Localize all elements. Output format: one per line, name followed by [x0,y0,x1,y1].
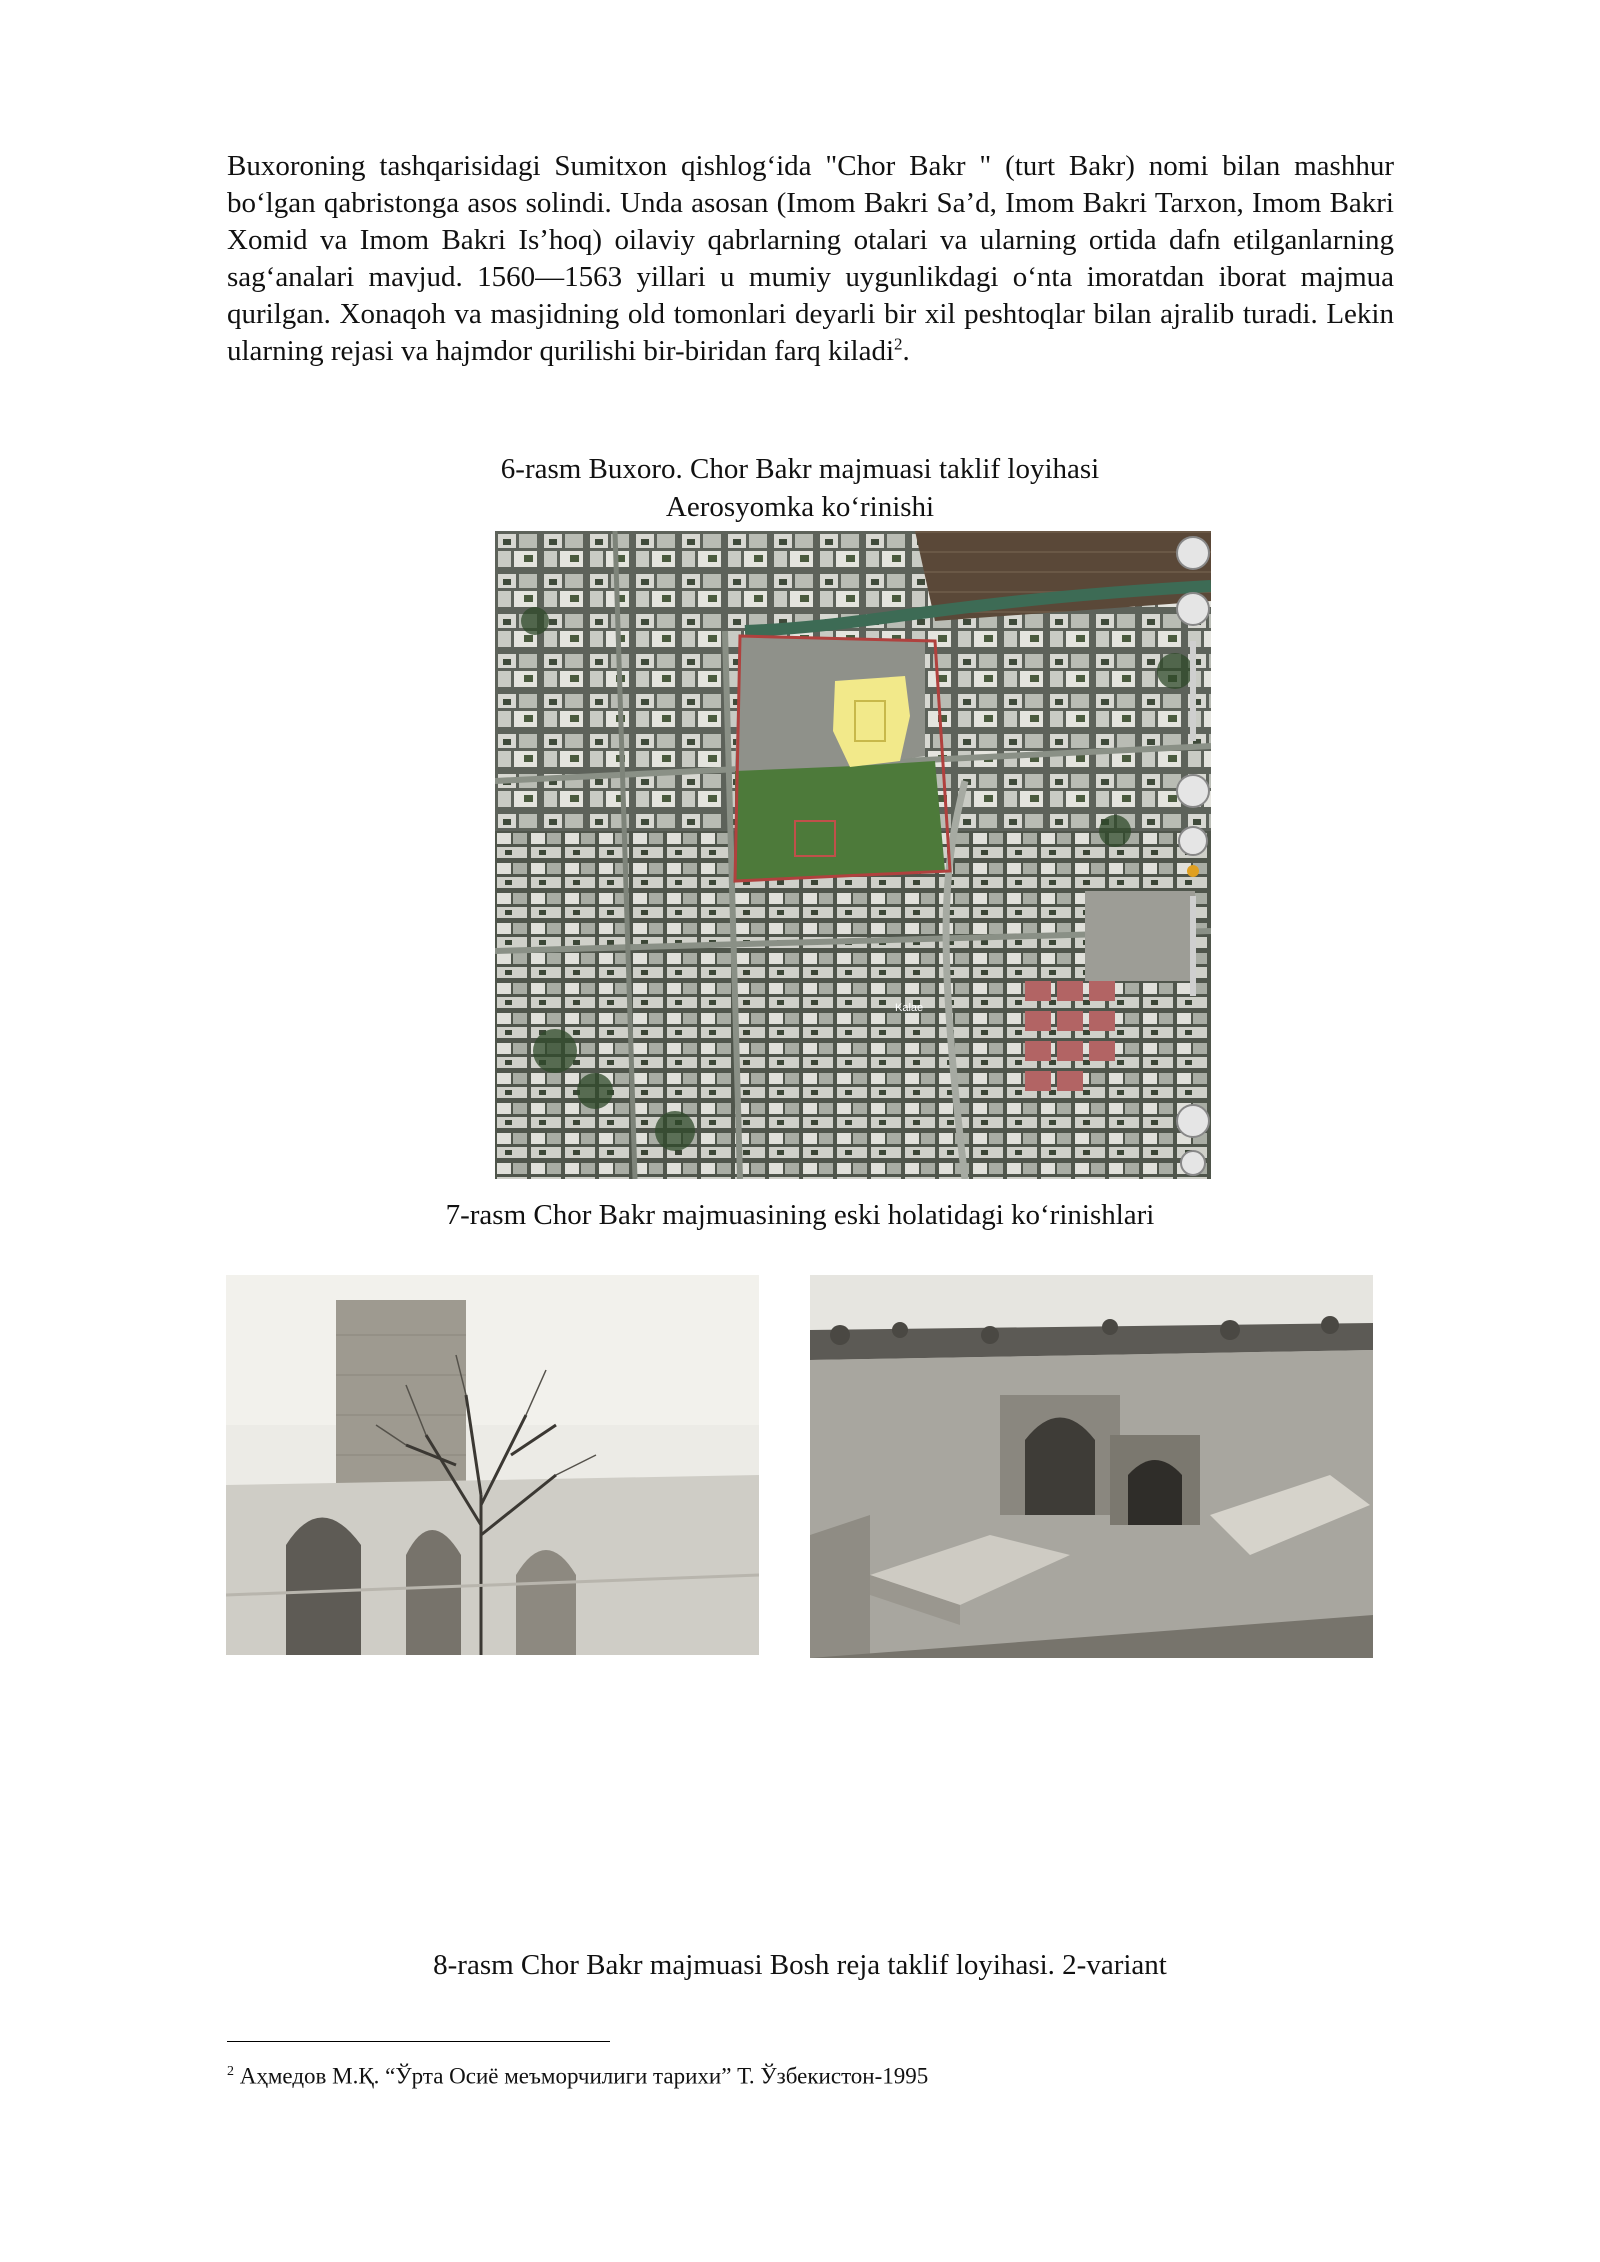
paragraph-end: . [902,335,910,367]
body-paragraph [227,148,1394,370]
compass-icon[interactable] [1177,537,1209,569]
footnote-reference: 2 [894,334,903,354]
old-photo-tomb-tree [226,1275,759,1655]
figure-6-caption-line2: Aerosyomka ko‘rinishi [665,491,935,523]
compass-lower-icon[interactable] [1177,1105,1209,1137]
map-place-label: Kalae [895,1002,924,1014]
figure-8-caption: 8-rasm Chor Bakr majmuasi Bosh reja taklif loyihasi. 2-variant [433,1949,1167,1981]
footnote-number: 2 [227,2064,234,2079]
zoom-control-icon[interactable] [1179,827,1207,855]
look-control-icon[interactable] [1177,593,1209,625]
figure-7-caption: 7-rasm Chor Bakr majmuasining eski holatidagi ko‘rinishlari [445,1199,1155,1231]
footnote [227,2057,928,2092]
zoom-slider-lower[interactable] [1190,896,1196,996]
figure-6-caption-line1: 6-rasm Buxoro. Chor Bakr majmuasi taklif loyihasi [500,453,1100,485]
old-photo-ruins [810,1275,1373,1658]
street-view-icon[interactable] [1187,865,1199,877]
aerial-map-image [495,531,1211,1179]
paragraph-text: Buxoroning tashqarisidagi Sumitxon qishlog‘ida "Chor Bakr " (turt Bakr) nomi bilan mashhur bo‘lgan qabristonga asos solindi. Unda asosan (Imom Bakri Sa’d, Imom Bakri Tarxon, Imom Bakri Xomid va Imom Bakri Is’hoq) oilaviy qabrlarning otalari va ularning ortida dafn etilganlarning sag‘analari mavjud. 1560—1563 yillari u mumiy uygunlikdagi o‘nta imoratdan iborat majmua qurilgan. Xonaqoh va masjidning old tomonlari deyarli bir xil peshtoqlar bilan ajralib turadi. Lekin ularning rejasi va hajmdor qurilishi bir-biridan farq kiladi [227,150,1394,367]
move-control-icon[interactable] [1177,775,1209,807]
tilt-control-icon[interactable] [1181,1151,1205,1175]
zoom-slider[interactable] [1190,641,1196,741]
footnote-separator [227,2041,610,2042]
footnote-text: Аҳмедов М.Қ. “Ўрта Осиё меъморчилиги тарихи” Т. Ўзбекистон-1995 [234,2063,929,2089]
